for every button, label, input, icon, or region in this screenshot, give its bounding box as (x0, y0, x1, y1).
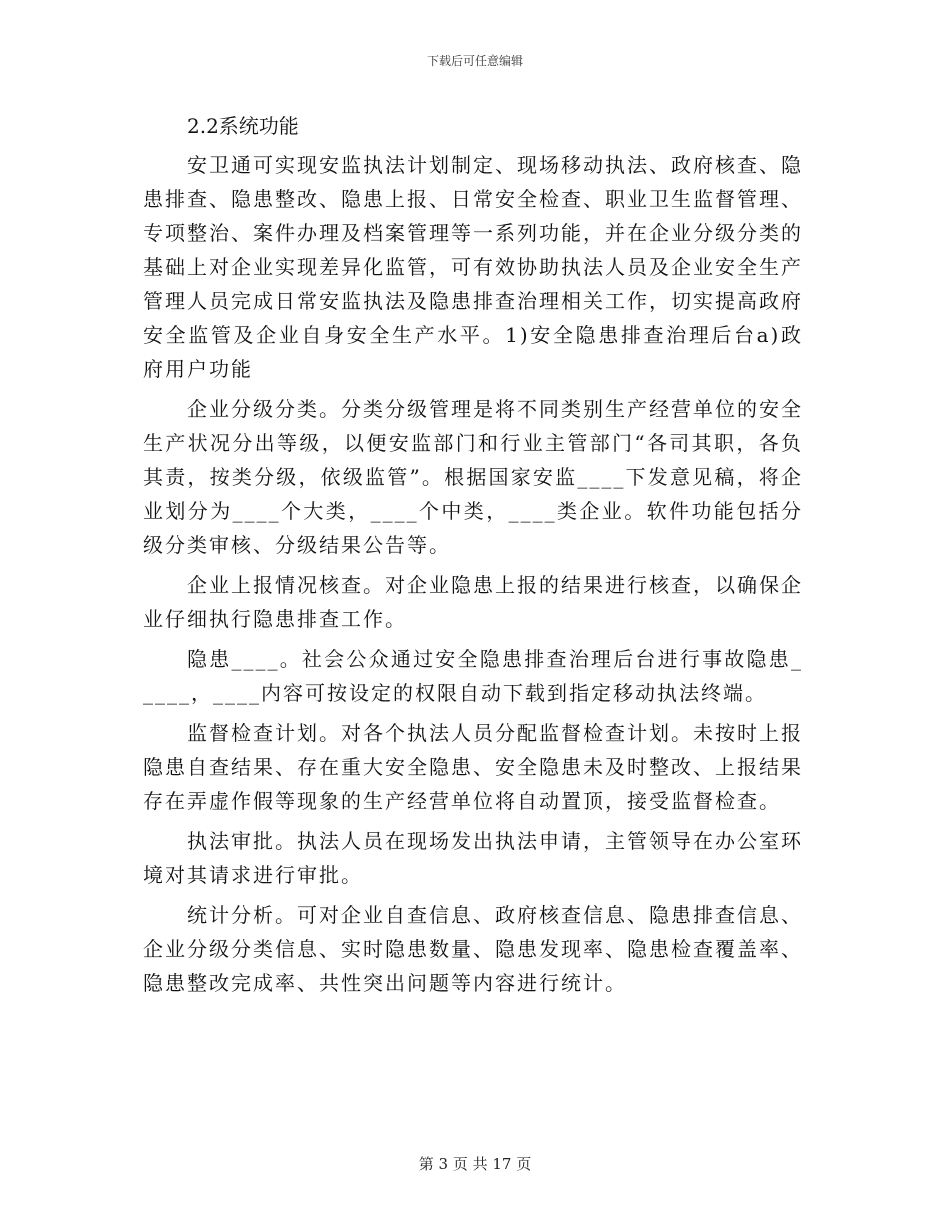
page-header: 下载后可任意编辑 (426, 54, 523, 68)
paragraph-statistics: 统计分析。可对企业自查信息、政府核查信息、隐患排查信息、企业分级分类信息、实时隐患数量、隐患发现率、隐患检查覆盖率、隐患整改完成率、共性突出问题等内容进行统计。 (143, 903, 803, 995)
paragraph-approval: 执法审批。执法人员在现场发出执法申请，主管领导在办公室环境对其请求进行审批。 (143, 829, 803, 887)
paragraph-inspection-plan: 监督检查计划。对各个执法人员分配监督检查计划。未按时上报隐患自查结果、存在重大安全隐患、安全隐患未及时整改、上报结果存在弄虚作假等现象的生产经营单位将自动置顶，接受监督检查。 (143, 721, 803, 813)
paragraph-intro: 安卫通可实现安监执法计划制定、现场移动执法、政府核查、隐患排查、隐患整改、隐患上报、日常安全检查、职业卫生监督管理、专项整治、案件办理及档案管理等一系列功能，并在企业分级分类的基础上对企业实现差异化监管，可有效协助执法人员及企业安全生产管理人员完成日常安监执法及隐患排查治理相关工作，切实提高政府安全监管及企业自身安全生产水平。1)安全隐患排查治理后台a)政府用户功能 (143, 153, 803, 381)
paragraph-hazard: 隐患____。社会公众通过安全隐患排查治理后台进行事故隐患_____，____内容可按设定的权限自动下载到指定移动执法终端。 (143, 647, 803, 705)
page-content (143, 108, 803, 1006)
paragraph-classification: 企业分级分类。分类分级管理是将不同类别生产经营单位的安全生产状况分出等级，以便安监部门和行业主管部门“各司其职，各负其责，按类分级，依级监管”。根据国家安监____下发意见稿，将企业划分为____个大类，____个中类，____类企业。软件功能包括分级分类审核、分级结果公告等。 (143, 397, 803, 557)
section-heading: 2.2系统功能 (187, 114, 299, 138)
paragraph-report-check: 企业上报情况核查。对企业隐患上报的结果进行核查，以确保企业仔细执行隐患排查工作。 (143, 573, 803, 631)
page-footer: 第 3 页 共 17 页 (418, 1155, 532, 1173)
